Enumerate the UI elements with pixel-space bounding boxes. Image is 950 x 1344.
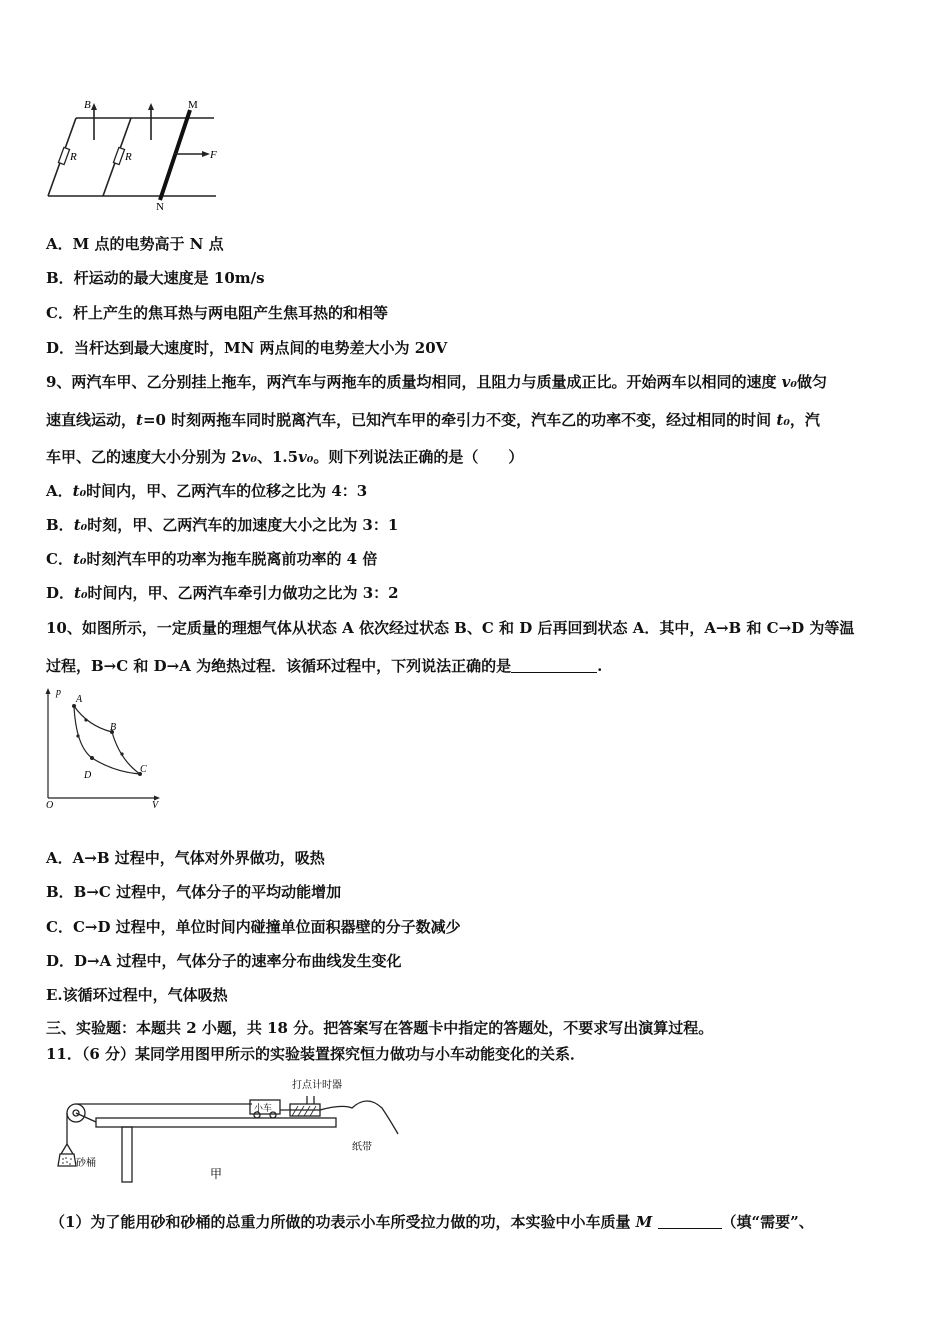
label-r1: R bbox=[70, 151, 77, 163]
label-n: N bbox=[156, 201, 164, 213]
q9-option-d: D．t₀时间内，甲、乙两汽车牵引力做功之比为 3：2 bbox=[46, 584, 399, 602]
q8-option-b: B．杆运动的最大速度是 10m/s bbox=[46, 269, 265, 287]
point-ad bbox=[76, 734, 79, 737]
section-heading: 三、实验题：本题共 2 小题，共 18 分。把答案写在答题卡中指定的答题处，不要求写出演算过程。 bbox=[46, 1019, 714, 1037]
table-leg bbox=[122, 1127, 132, 1182]
point-ab bbox=[84, 718, 87, 721]
curve-dc bbox=[92, 758, 140, 774]
cart-label: 小车 bbox=[254, 1103, 273, 1113]
label-a: A bbox=[76, 694, 83, 705]
q10-option-e: E.该循环过程中，气体吸热 bbox=[46, 986, 228, 1004]
label-b: B bbox=[84, 99, 91, 111]
bucket-label: 砂桶 bbox=[76, 1158, 96, 1169]
tape-label: 纸带 bbox=[352, 1142, 372, 1153]
q10-option-d: D．D→A 过程中，气体分子的速率分布曲线发生变化 bbox=[46, 952, 402, 970]
pv-diagram bbox=[44, 686, 174, 810]
rod-mn bbox=[160, 110, 190, 200]
label-m: M bbox=[188, 99, 198, 111]
q9-option-c: C．t₀时刻汽车甲的功率为拖车脱离前功率的 4 倍 bbox=[46, 550, 378, 568]
q8-option-c: C．杆上产生的焦耳热与两电阻产生焦耳热的和相等 bbox=[46, 304, 388, 322]
figure-caption: 甲 bbox=[210, 1167, 223, 1181]
label-r2: R bbox=[125, 151, 132, 163]
q9-stem-line3: 车甲、乙的速度大小分别为 2v₀、1.5v₀。则下列说法正确的是（ ） bbox=[46, 448, 524, 466]
q9-option-a: A．t₀时间内，甲、乙两汽车的位移之比为 4：3 bbox=[46, 482, 368, 500]
label-c: C bbox=[140, 764, 147, 775]
force-arrowhead bbox=[202, 151, 210, 157]
curve-ad bbox=[74, 706, 92, 758]
q8-option-a: A．M 点的电势高于 N 点 bbox=[46, 235, 224, 253]
resistor-2 bbox=[113, 147, 124, 164]
q8-option-d: D．当杆达到最大速度时，MN 两点间的电势差大小为 20V bbox=[46, 339, 448, 357]
q10-stem-line2: 过程，B→C 和 D→A 为绝热过程．该循环过程中，下列说法正确的是 . bbox=[46, 657, 603, 675]
mass-answer-blank[interactable] bbox=[658, 1214, 722, 1229]
b-arrowhead-2 bbox=[148, 103, 154, 110]
cart-apparatus-figure bbox=[52, 1074, 412, 1192]
timer-hatching bbox=[292, 1106, 316, 1116]
q10-option-c: C．C→D 过程中，单位时间内碰撞单位面积器壁的分子数减少 bbox=[46, 918, 461, 936]
label-p: p bbox=[56, 687, 61, 698]
q11-part1: （1）为了能用砂和砂桶的总重力所做的功表示小车所受拉力做的功，本实验中小车质量 M （填“需要”、 bbox=[50, 1213, 814, 1231]
label-v: V bbox=[152, 800, 159, 810]
point-d bbox=[90, 756, 94, 760]
curve-bc bbox=[112, 732, 140, 774]
q10-option-a: A．A→B 过程中，气体对外界做功，吸热 bbox=[46, 849, 325, 867]
q10-stem-line1: 10、如图所示，一定质量的理想气体从状态 A 依次经过状态 B、C 和 D 后再回到状态 A．其中，A→B 和 C→D 为等温 bbox=[46, 619, 855, 637]
answer-blank[interactable] bbox=[511, 658, 597, 673]
label-b: B bbox=[110, 722, 117, 733]
bucket-handle bbox=[61, 1144, 73, 1154]
q9-option-b: B．t₀时刻，甲、乙两汽车的加速度大小之比为 3：1 bbox=[46, 516, 399, 534]
curve-ab bbox=[74, 706, 112, 732]
label-d: D bbox=[84, 770, 92, 781]
timer-label: 打点计时器 bbox=[292, 1080, 342, 1091]
table-top bbox=[96, 1118, 336, 1127]
label-o: O bbox=[46, 800, 54, 810]
point-bc bbox=[120, 752, 123, 755]
q11-stem: 11．（6 分）某同学用图甲所示的实验装置探究恒力做功与小车动能变化的关系． bbox=[46, 1045, 586, 1063]
q9-stem-line2: 速直线运动，t=0 时刻两拖车同时脱离汽车，已知汽车甲的牵引力不变，汽车乙的功率不变，经过相同的时间 t₀，汽 bbox=[46, 411, 820, 429]
resistor-1 bbox=[58, 147, 69, 164]
sand-bucket bbox=[58, 1154, 76, 1166]
q10-option-b: B．B→C 过程中，气体分子的平均动能增加 bbox=[46, 883, 342, 901]
p-axis-arrow bbox=[46, 688, 51, 694]
pulley-bracket bbox=[76, 1113, 96, 1122]
q9-stem-line1: 9、两汽车甲、乙分别挂上拖车，两汽车与两拖车的质量均相同，且阻力与质量成正比。开始两车以相同的速度 v₀做匀 bbox=[46, 373, 827, 391]
b-arrowhead bbox=[91, 103, 97, 110]
label-f: F bbox=[210, 149, 217, 161]
rails-figure bbox=[44, 96, 224, 216]
